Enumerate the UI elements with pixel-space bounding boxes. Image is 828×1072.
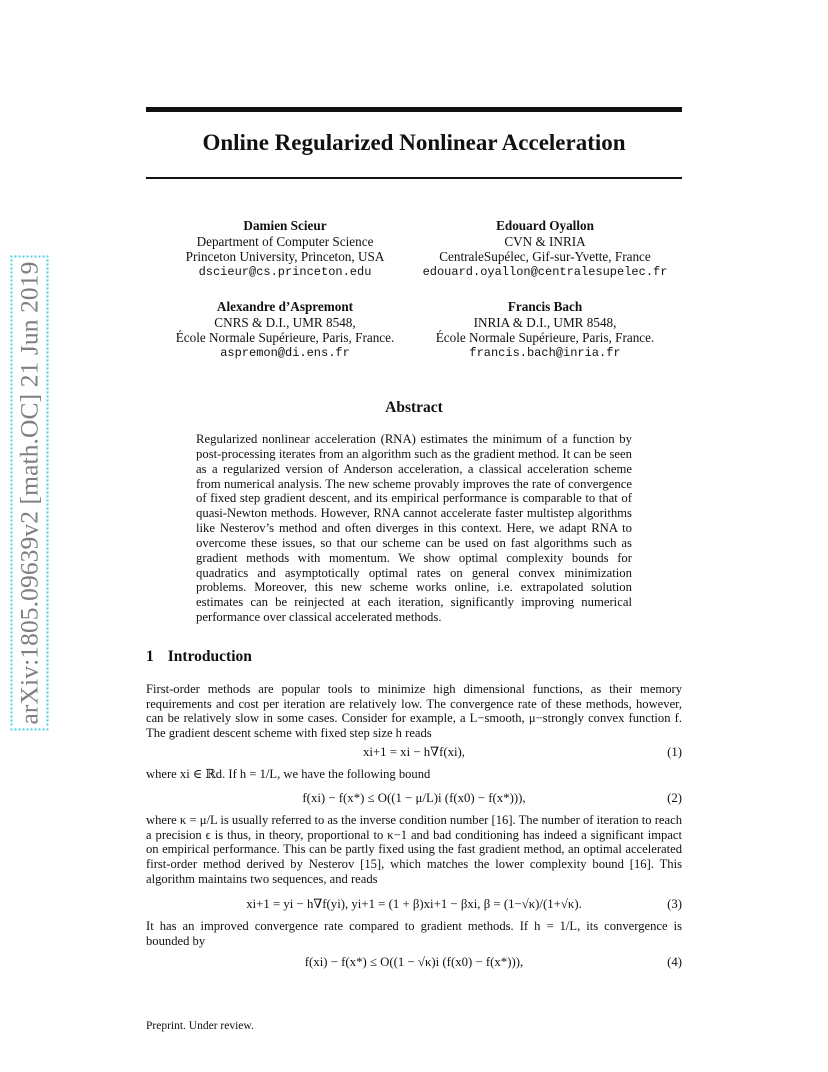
equation-body: xi+1 = yi − h∇f(yi), yi+1 = (1 + β)xi+1 − βxi, β = (1−√κ)/(1+√κ).: [246, 897, 582, 911]
section-heading: [146, 648, 252, 666]
author-email[interactable]: aspremon@di.ens.fr: [220, 345, 350, 360]
footer-note: Preprint. Under review.: [146, 1020, 254, 1032]
author-block: [410, 218, 680, 280]
author-email[interactable]: francis.bach@inria.fr: [469, 345, 621, 360]
author-affiliation: CNRS & D.I., UMR 8548,: [214, 314, 356, 330]
equation-body: f(xi) − f(x*) ≤ O((1 − √κ)i (f(x0) − f(x*))),: [304, 955, 524, 969]
author-affiliation: Department of Computer Science: [196, 233, 374, 249]
section-title: Introduction: [167, 648, 252, 665]
equation-body: xi+1 = xi − h∇f(xi),: [362, 745, 466, 759]
author-affiliation: École Normale Supérieure, Paris, France.: [435, 330, 655, 345]
author-affiliation: Princeton University, Princeton, USA: [185, 249, 385, 264]
author-affiliation: CVN & INRIA: [504, 233, 586, 249]
paragraph: First-order methods are popular tools to minimize high dimensional functions, as their memory requirements and cost per iteration are relatively low. The convergence rate of these methods, however, can be relatively slow in some cases. Consider for example, a L−smooth, μ−strongly convex function f. The gradient descent scheme with fixed step size h reads: [146, 682, 682, 741]
equation-number: (2): [667, 791, 682, 805]
author-block: [160, 299, 410, 361]
author-name: Alexandre d’Aspremont: [216, 299, 354, 314]
author-block: [410, 299, 680, 361]
author-email[interactable]: edouard.oyallon@centralesupelec.fr: [422, 264, 668, 279]
author-email[interactable]: dscieur@cs.princeton.edu: [198, 264, 372, 279]
title-rule-top: [146, 107, 682, 112]
arxiv-sidebar-stamp: [8, 240, 50, 745]
paragraph: where κ = μ/L is usually referred to as the inverse condition number [16]. The number of iteration to reach a precision ϵ is thus, in theory, proportional to κ−1 and bad conditioning has indeed a significant impact on empirical performance. This can be partly fixed using the fast gradient method, an optimal accelerated first-order method derived by Nesterov [15], which matches the lower complexity bound [16]. This algorithm maintains two sequences, and reads: [146, 813, 682, 886]
equation-number: (4): [667, 955, 682, 969]
paragraph: where xi ∈ ℝd. If h = 1/L, we have the following bound: [146, 767, 431, 781]
abstract-text: Regularized nonlinear acceleration (RNA) estimates the minimum of a function by post-processing iterates from an algorithm such as the gradient method. It can be seen as a regularized version of Anderson acceleration, a classical acceleration scheme from numerical analysis. The new scheme provably improves the rate of convergence of fixed step gradient descent, and its empirical performance is comparable to that of quasi-Newton methods. However, RNA cannot accelerate faster multistep algorithms like Nesterov’s method and often diverges in this context. Here, we adapt RNA to overcome these issues, so that our scheme can be used on fast algorithms such as gradient methods with momentum. We show optimal complexity bounds for quadratics and asymptotically optimal rates on general convex minimization problems. Moreover, this new scheme works online, i.e. extrapolated solution estimates can be reinjected at each iteration, significantly improving numerical performance over classical accelerated methods.: [196, 432, 632, 625]
arxiv-identifier: arXiv:1805.09639v2 [math.OC] 21 Jun 2019: [10, 255, 48, 730]
author-affiliation: École Normale Supérieure, Paris, France.: [175, 330, 395, 345]
abstract-heading: Abstract: [385, 399, 443, 416]
author-name: Damien Scieur: [243, 218, 327, 233]
section-number: 1: [146, 648, 154, 665]
paragraph: It has an improved convergence rate compared to gradient methods. If h = 1/L, its convergence is bounded by: [146, 919, 682, 948]
author-name: Edouard Oyallon: [496, 218, 594, 233]
paper-title: Online Regularized Nonlinear Acceleration: [202, 130, 626, 155]
author-name: Francis Bach: [507, 299, 583, 314]
title-rule-bottom: [146, 177, 682, 179]
author-affiliation: CentraleSupélec, Gif-sur-Yvette, France: [439, 249, 651, 264]
equation-body: f(xi) − f(x*) ≤ O((1 − μ/L)i (f(x0) − f(x*))),: [302, 791, 526, 805]
author-block: [160, 218, 410, 280]
author-affiliation: INRIA & D.I., UMR 8548,: [473, 314, 617, 330]
equation-number: (3): [667, 897, 682, 911]
equation-number: (1): [667, 745, 682, 759]
